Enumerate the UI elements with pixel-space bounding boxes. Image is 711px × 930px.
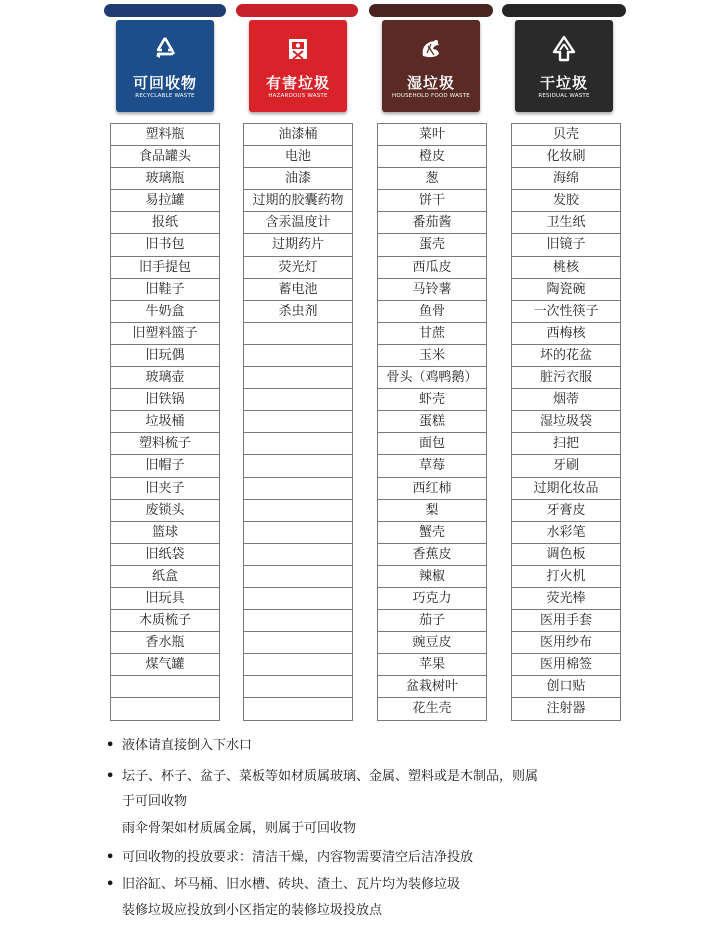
food-waste-items-list [377, 123, 487, 721]
item-cell: 甘蔗 [378, 323, 486, 345]
note-line [106, 817, 356, 836]
recyclable-bar [104, 4, 226, 17]
empty-cell [244, 698, 352, 720]
hazardous-bar [236, 4, 358, 17]
item-cell: 花生壳 [378, 698, 486, 720]
item-cell: 水彩笔 [512, 522, 620, 544]
food-waste-bar [369, 4, 493, 17]
item-cell: 扫把 [512, 433, 620, 455]
item-cell: 旧夹子 [111, 478, 219, 500]
item-cell: 香水瓶 [111, 632, 219, 654]
recyclable-items-list [110, 123, 220, 721]
empty-cell [244, 411, 352, 433]
item-cell: 菜叶 [378, 124, 486, 146]
empty-cell [244, 544, 352, 566]
item-cell: 报纸 [111, 212, 219, 234]
note-text: 可回收物的投放要求：清洁干燥，内容物需要清空后洁净投放 [122, 850, 474, 865]
empty-cell [244, 345, 352, 367]
item-cell: 塑料瓶 [111, 124, 219, 146]
food-waste-icon [416, 34, 446, 64]
item-cell: 辣椒 [378, 566, 486, 588]
item-cell: 荧光灯 [244, 257, 352, 279]
residual-sign [515, 20, 613, 112]
item-cell: 茄子 [378, 610, 486, 632]
empty-cell [111, 698, 219, 720]
item-cell: 注射器 [512, 698, 620, 720]
item-cell: 卫生纸 [512, 212, 620, 234]
item-cell: 医用手套 [512, 610, 620, 632]
item-cell: 玉米 [378, 345, 486, 367]
bullet-icon: • [106, 769, 115, 784]
empty-cell [244, 500, 352, 522]
empty-cell [244, 389, 352, 411]
item-cell: 葱 [378, 168, 486, 190]
item-cell: 豌豆皮 [378, 632, 486, 654]
item-cell: 塑料梳子 [111, 433, 219, 455]
item-cell: 旧书包 [111, 234, 219, 256]
hazardous-title: 有害垃圾 [265, 74, 330, 92]
empty-cell [111, 676, 219, 698]
item-cell: 调色板 [512, 544, 620, 566]
empty-cell [244, 632, 352, 654]
item-cell: 旧鞋子 [111, 279, 219, 301]
hazardous-items-list [243, 123, 353, 721]
bullet-icon: • [106, 850, 115, 865]
item-cell: 巧克力 [378, 588, 486, 610]
item-cell: 打火机 [512, 566, 620, 588]
hazardous-icon [283, 34, 313, 64]
item-cell: 电池 [244, 146, 352, 168]
empty-cell [244, 522, 352, 544]
item-cell: 苹果 [378, 654, 486, 676]
item-cell: 鱼骨 [378, 301, 486, 323]
item-cell: 番茄酱 [378, 212, 486, 234]
empty-cell [244, 566, 352, 588]
empty-cell [244, 367, 352, 389]
residual-icon [549, 34, 579, 64]
recycle-icon [150, 34, 180, 64]
item-cell: 篮球 [111, 522, 219, 544]
item-cell: 盆栽树叶 [378, 676, 486, 698]
item-cell: 油漆 [244, 168, 352, 190]
note-text: 装修垃圾应投放到小区指定的装修垃圾投放点 [122, 903, 383, 918]
item-cell: 西瓜皮 [378, 257, 486, 279]
item-cell: 西梅核 [512, 323, 620, 345]
empty-cell [244, 654, 352, 676]
empty-cell [244, 323, 352, 345]
item-cell: 香蕉皮 [378, 544, 486, 566]
item-cell: 旧帽子 [111, 455, 219, 477]
recyclable-title: 可回收物 [132, 74, 197, 92]
item-cell: 烟蒂 [512, 389, 620, 411]
item-cell: 梨 [378, 500, 486, 522]
item-cell: 蓄电池 [244, 279, 352, 301]
item-cell: 陶瓷碗 [512, 279, 620, 301]
residual-bar [502, 4, 626, 17]
item-cell: 医用棉签 [512, 654, 620, 676]
item-cell: 旧手提包 [111, 257, 219, 279]
item-cell: 骨头（鸡鸭鹅） [378, 367, 486, 389]
item-cell: 含汞温度计 [244, 212, 352, 234]
note-text: 于可回收物 [122, 794, 188, 809]
item-cell: 坏的花盆 [512, 345, 620, 367]
item-cell: 旧铁锅 [111, 389, 219, 411]
item-cell: 油漆桶 [244, 124, 352, 146]
note-line [106, 846, 473, 865]
item-cell: 湿垃圾袋 [512, 411, 620, 433]
item-cell: 虾壳 [378, 389, 486, 411]
empty-cell [244, 433, 352, 455]
note-text: 液体请直接倒入下水口 [122, 738, 253, 753]
item-cell: 纸盒 [111, 566, 219, 588]
hazardous-subtitle: HAZARDOUS WASTE [268, 93, 328, 99]
note-text: 雨伞骨架如材质属金属，则属于可回收物 [122, 821, 357, 836]
item-cell: 医用纱布 [512, 632, 620, 654]
empty-cell [244, 478, 352, 500]
item-cell: 桃核 [512, 257, 620, 279]
item-cell: 垃圾桶 [111, 411, 219, 433]
item-cell: 旧塑料篮子 [111, 323, 219, 345]
item-cell: 旧玩具 [111, 588, 219, 610]
item-cell: 蛋糕 [378, 411, 486, 433]
note-line [106, 734, 252, 753]
item-cell: 废锁头 [111, 500, 219, 522]
food-waste-subtitle: HOUSEHOLD FOOD WASTE [391, 93, 470, 99]
residual-items-list [511, 123, 621, 721]
item-cell: 过期药片 [244, 234, 352, 256]
recyclable-sign [116, 20, 214, 112]
item-cell: 荧光棒 [512, 588, 620, 610]
item-cell: 食品罐头 [111, 146, 219, 168]
item-cell: 玻璃壶 [111, 367, 219, 389]
item-cell: 面包 [378, 433, 486, 455]
item-cell: 一次性筷子 [512, 301, 620, 323]
empty-cell [244, 588, 352, 610]
empty-cell [244, 610, 352, 632]
residual-title: 干垃圾 [539, 74, 588, 92]
empty-cell [244, 455, 352, 477]
item-cell: 旧玩偶 [111, 345, 219, 367]
note-line [106, 790, 187, 809]
hazardous-sign [249, 20, 347, 112]
item-cell: 玻璃瓶 [111, 168, 219, 190]
item-cell: 发胶 [512, 190, 620, 212]
item-cell: 西红柿 [378, 478, 486, 500]
item-cell: 蟹壳 [378, 522, 486, 544]
item-cell: 橙皮 [378, 146, 486, 168]
item-cell: 牙膏皮 [512, 500, 620, 522]
empty-cell [244, 676, 352, 698]
bullet-icon: • [106, 738, 115, 753]
note-line [106, 899, 382, 918]
item-cell: 创口贴 [512, 676, 620, 698]
item-cell: 杀虫剂 [244, 301, 352, 323]
note-line [106, 873, 460, 892]
item-cell: 化妆刷 [512, 146, 620, 168]
item-cell: 牙刷 [512, 455, 620, 477]
item-cell: 旧镜子 [512, 234, 620, 256]
residual-subtitle: RESIDUAL WASTE [538, 93, 590, 99]
item-cell: 过期化妆品 [512, 478, 620, 500]
item-cell: 旧纸袋 [111, 544, 219, 566]
food-waste-sign [382, 20, 480, 112]
item-cell: 木质梳子 [111, 610, 219, 632]
item-cell: 脏污衣服 [512, 367, 620, 389]
item-cell: 煤气罐 [111, 654, 219, 676]
item-cell: 贝壳 [512, 124, 620, 146]
item-cell: 蛋壳 [378, 234, 486, 256]
note-text: 旧浴缸、坏马桶、旧水槽、砖块、渣土、瓦片均为装修垃圾 [122, 877, 461, 892]
item-cell: 马铃薯 [378, 279, 486, 301]
recyclable-subtitle: RECYCLABLE WASTE [135, 93, 195, 99]
item-cell: 易拉罐 [111, 190, 219, 212]
item-cell: 牛奶盒 [111, 301, 219, 323]
note-text: 坛子、杯子、盆子、菜板等如材质属玻璃、金属、塑料或是木制品，则属 [122, 769, 539, 784]
item-cell: 草莓 [378, 455, 486, 477]
item-cell: 过期的胶囊药物 [244, 190, 352, 212]
item-cell: 海绵 [512, 168, 620, 190]
note-line [106, 765, 538, 784]
item-cell: 饼干 [378, 190, 486, 212]
bullet-icon: • [106, 877, 115, 892]
food-waste-title: 湿垃圾 [406, 74, 455, 92]
